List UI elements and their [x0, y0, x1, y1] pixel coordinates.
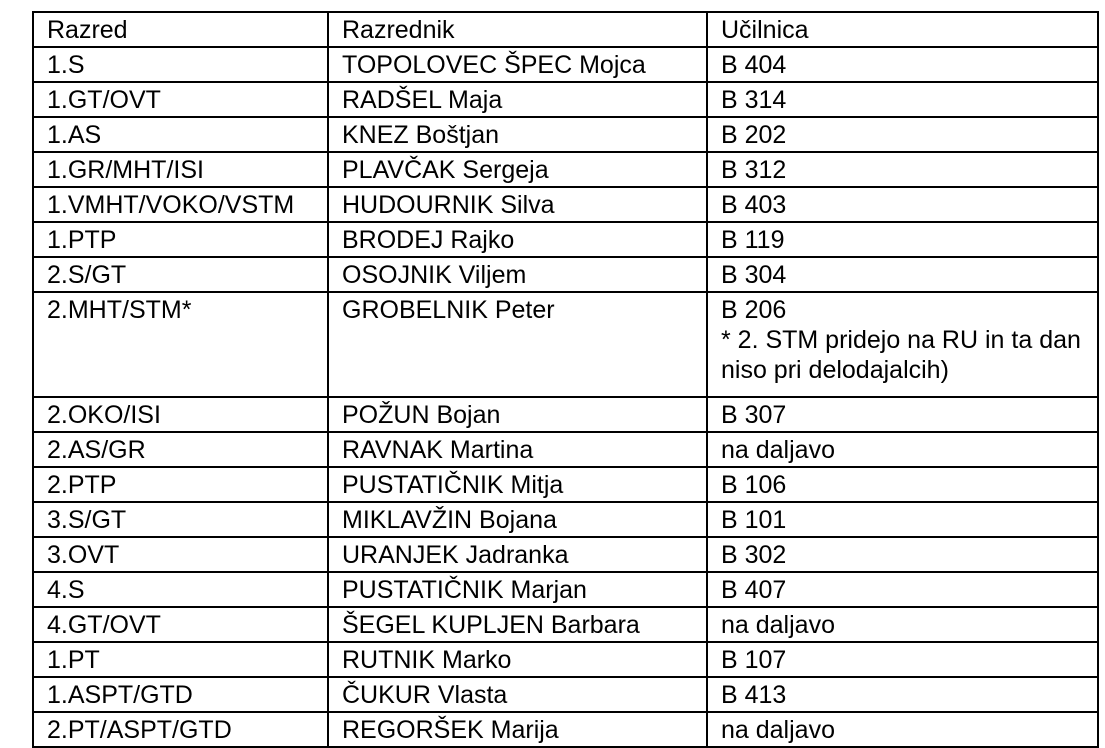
- cell-room: B 106: [707, 467, 1098, 502]
- cell-class: 1.S: [33, 47, 328, 82]
- cell-room: B 302: [707, 537, 1098, 572]
- cell-class: 4.S: [33, 572, 328, 607]
- cell-class: 3.OVT: [33, 537, 328, 572]
- cell-teacher: HUDOURNIK Silva: [328, 187, 707, 222]
- cell-room: B 101: [707, 502, 1098, 537]
- table-row: [33, 642, 1098, 677]
- cell-teacher: POŽUN Bojan: [328, 397, 707, 432]
- table-row: [33, 222, 1098, 257]
- cell-teacher: TOPOLOVEC ŠPEC Mojca: [328, 47, 707, 82]
- table-row: [33, 572, 1098, 607]
- cell-teacher: RADŠEL Maja: [328, 82, 707, 117]
- cell-class: 1.ASPT/GTD: [33, 677, 328, 712]
- cell-room: B 107: [707, 642, 1098, 677]
- cell-class: 4.GT/OVT: [33, 607, 328, 642]
- cell-teacher: GROBELNIK Peter: [328, 292, 707, 397]
- cell-teacher: PUSTATIČNIK Mitja: [328, 467, 707, 502]
- table-row: [33, 502, 1098, 537]
- cell-room: na daljavo: [707, 607, 1098, 642]
- cell-teacher: PUSTATIČNIK Marjan: [328, 572, 707, 607]
- table-row: [33, 467, 1098, 502]
- table-row: [33, 47, 1098, 82]
- table-row: [33, 82, 1098, 117]
- table-header-row: [33, 12, 1098, 47]
- cell-teacher: PLAVČAK Sergeja: [328, 152, 707, 187]
- class-teacher-table: [32, 11, 1099, 748]
- cell-teacher: RUTNIK Marko: [328, 642, 707, 677]
- cell-class: 2.S/GT: [33, 257, 328, 292]
- table-row: [33, 712, 1098, 747]
- cell-class: 1.PT: [33, 642, 328, 677]
- cell-class: 2.MHT/STM*: [33, 292, 328, 397]
- table-row: [33, 117, 1098, 152]
- table-row: [33, 432, 1098, 467]
- cell-teacher: MIKLAVŽIN Bojana: [328, 502, 707, 537]
- cell-class: 3.S/GT: [33, 502, 328, 537]
- cell-class: 2.PTP: [33, 467, 328, 502]
- cell-class: 1.VMHT/VOKO/VSTM: [33, 187, 328, 222]
- table-row: [33, 152, 1098, 187]
- cell-room: na daljavo: [707, 712, 1098, 747]
- cell-room: B 413: [707, 677, 1098, 712]
- cell-room: B 403: [707, 187, 1098, 222]
- cell-class: 2.PT/ASPT/GTD: [33, 712, 328, 747]
- table-row: [33, 397, 1098, 432]
- header-razrednik: Razrednik: [328, 12, 707, 47]
- cell-room: B 304: [707, 257, 1098, 292]
- cell-room: B 206: [721, 296, 787, 324]
- cell-class: 1.GT/OVT: [33, 82, 328, 117]
- cell-room: B 314: [707, 82, 1098, 117]
- table-row: [33, 187, 1098, 222]
- cell-teacher: ŠEGEL KUPLJEN Barbara: [328, 607, 707, 642]
- cell-room: B 312: [707, 152, 1098, 187]
- cell-room-with-note: [707, 292, 1098, 397]
- cell-class: 2.AS/GR: [33, 432, 328, 467]
- cell-class: 2.OKO/ISI: [33, 397, 328, 432]
- cell-teacher: REGORŠEK Marija: [328, 712, 707, 747]
- cell-room: B 202: [707, 117, 1098, 152]
- cell-teacher: OSOJNIK Viljem: [328, 257, 707, 292]
- cell-room: B 404: [707, 47, 1098, 82]
- cell-teacher: RAVNAK Martina: [328, 432, 707, 467]
- cell-room: na daljavo: [707, 432, 1098, 467]
- footnote-text: * 2. STM pridejo na RU in ta dan niso pri delodajalcih): [721, 326, 1081, 384]
- cell-class: 1.GR/MHT/ISI: [33, 152, 328, 187]
- header-razred: Razred: [33, 12, 328, 47]
- table-row: [33, 292, 1098, 397]
- table-row: [33, 537, 1098, 572]
- table-row: [33, 607, 1098, 642]
- cell-room: B 307: [707, 397, 1098, 432]
- cell-room: B 407: [707, 572, 1098, 607]
- cell-teacher: BRODEJ Rajko: [328, 222, 707, 257]
- cell-class: 1.PTP: [33, 222, 328, 257]
- cell-teacher: KNEZ Boštjan: [328, 117, 707, 152]
- cell-class: 1.AS: [33, 117, 328, 152]
- header-ucilnica: Učilnica: [707, 12, 1098, 47]
- cell-teacher: ČUKUR Vlasta: [328, 677, 707, 712]
- table-row: [33, 677, 1098, 712]
- table-row: [33, 257, 1098, 292]
- cell-teacher: URANJEK Jadranka: [328, 537, 707, 572]
- cell-room: B 119: [707, 222, 1098, 257]
